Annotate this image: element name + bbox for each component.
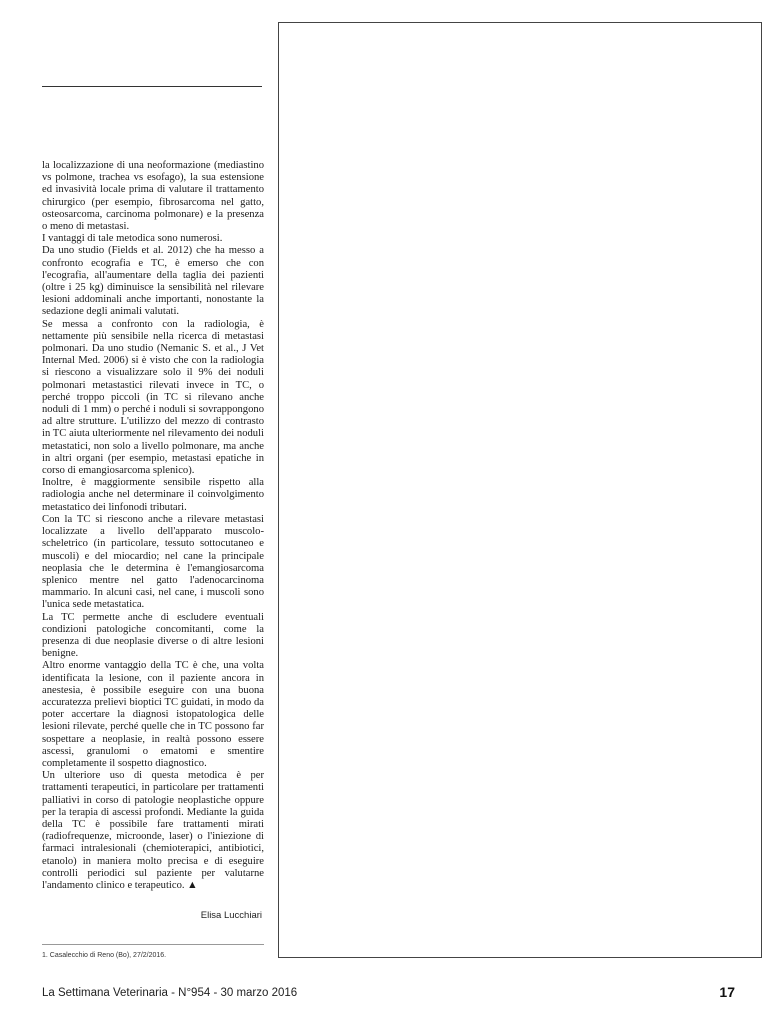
- article-paragraph: I vantaggi di tale metodica sono numerosi.: [42, 233, 223, 245]
- top-divider: [42, 86, 262, 87]
- article-paragraph: Con la TC si riescono anche a rilevare metastasi localizzate a livello dell'apparato muscolo-scheletrico (in particolare, tessuto sottocutaneo e muscoli) e del miocardio; nel cane la principale neoplasia che le determina è l'emangiosarcoma splenico mentre nel gatto l'adenocarcinoma mammario. In alcuni casi, nel cane, i muscoli sono l'unica sede metastatica.: [42, 513, 264, 611]
- side-box-frame: [278, 22, 762, 958]
- footnote: 1. Casalecchio di Reno (Bo), 27/2/2016.: [42, 952, 167, 959]
- article-paragraph: Inoltre, è maggiormente sensibile rispetto alla radiologia anche nel determinare il coinvolgimento metastatico dei linfonodi tributari.: [42, 477, 264, 513]
- article-body: [42, 160, 264, 892]
- article-paragraph: Altro enorme vantaggio della TC è che, una volta identificata la lesione, con il paziente ancora in anestesia, è possibile eseguire con una buona accuratezza prelievi bioptici TC guidati, in modo da poter accertare la diagnosi istopatologica delle lesioni rilevate, perché quelle che in TC possono far sospettare a neoplasie, in realtà possono essere ascessi, granulomi o ematomi e smentire completamente il sospetto diagnostico.: [42, 660, 264, 769]
- page-number: 17: [719, 984, 735, 1000]
- publication-footer: La Settimana Veterinaria - N°954 - 30 marzo 2016: [42, 987, 298, 999]
- article-paragraph: La TC permette anche di escludere eventuali condizioni patologiche concomitanti, come la presenza di due neoplasie diverse o di altre lesioni benigne.: [42, 611, 264, 660]
- article-paragraph: Da uno studio (Fields et al. 2012) che ha messo a confronto ecografia e TC, è emerso che con l'ecografia, all'aumentare della taglia dei pazienti (oltre i 25 kg) diminuisce la sensibilità nel rilevare lesioni addominali anche importanti, nonostante la sedazione degli animali valutati.: [42, 245, 264, 318]
- footnote-divider: [42, 944, 264, 945]
- author-signature: Elisa Lucchiari: [200, 910, 262, 921]
- article-paragraph: Un ulteriore uso di questa metodica è per trattamenti terapeutici, in particolare per trattamenti palliativi in corso di patologie neoplastiche oppure per la terapia di ascessi profondi. Mediante la guida della TC è possibile fare trattamenti mirati (radiofrequenze, microonde, laser) o l'iniezione di farmaci intralesionali (chemioterapici, antibiotici, etanolo) in maniera molto precisa e di eseguire controlli periodici sul paziente per valutarne l'andamento clinico e terapeutico. ▲: [42, 770, 264, 891]
- article-paragraph: la localizzazione di una neoformazione (mediastino vs polmone, trachea vs esofago), la sua estensione ed invasività locale prima di valutare il trattamento chirurgico (per esempio, fibrosarcoma nel gatto, osteosarcoma, carcinoma polmonare) e la presenza o meno di metastasi.: [42, 160, 264, 233]
- article-paragraph: Se messa a confronto con la radiologia, è nettamente più sensibile nella ricerca di metastasi polmonari. Da uno studio (Nemanic S. et al., J Vet Internal Med. 2006) si è visto che con la radiologia si riescono a visualizzare solo il 9% dei noduli polmonari metastastici rilevati invece in TC, o perché troppo piccoli (in TC si rilevano anche noduli di 1 mm) o perché i noduli si sovrappongono ad altre strutture. L'utilizzo del mezzo di contrasto in TC aiuta ulteriormente nel rilevamento dei noduli metastatici, non solo a livello polmonare, ma anche in altri organi (per esempio, metastasi epatiche in corso di emangiosarcoma splenico).: [42, 318, 264, 477]
